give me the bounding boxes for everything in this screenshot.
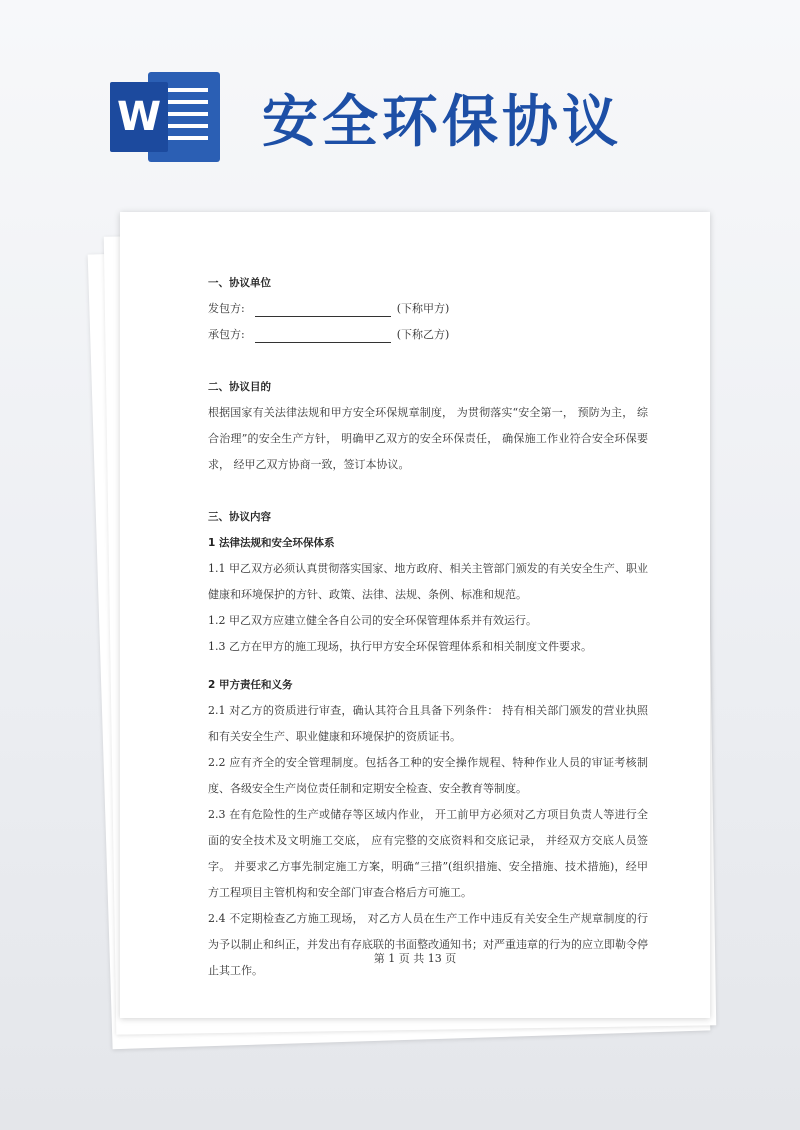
subsection-heading-2: 2 甲方责任和义务 [208, 679, 293, 691]
page-number-footer: 第 1 页 共 13 页 [373, 952, 457, 965]
word-document-icon [110, 72, 220, 162]
party-a-blank-line [255, 302, 391, 317]
party-a-note: (下称甲方) [396, 302, 450, 315]
page-title: 安全环保协议 [262, 90, 622, 155]
clause-1-1: 1.1 甲乙双方必须认真贯彻落实国家、地方政府、相关主管部门颁发的有关安全生产、职业健康和环境保护的方针、政策、法律、法规、条例、标准和规范。 [208, 562, 648, 601]
header [0, 0, 800, 200]
word-icon-line [162, 88, 208, 92]
clause-1-3: 1.3 乙方在甲方的施工现场，执行甲方安全环保管理体系和相关制度文件要求。 [208, 640, 592, 653]
party-a-label: 发包方: [208, 302, 245, 315]
word-icon-line [162, 124, 208, 128]
clause-2-4: 2.4 不定期检查乙方施工现场， 对乙方人员在生产工作中违反有关安全生产规章制度的行为予以制止和纠正，并发出有存底联的书面整改通知书；对严重违章的行为的应立即勒令停止其工作。 [208, 912, 648, 977]
clause-2-1: 2.1 对乙方的资质进行审查，确认其符合且具备下列条件： 持有相关部门颁发的营业执照和有关安全生产、职业健康和环境保护的资质证书。 [208, 704, 648, 743]
document-page [120, 212, 710, 1018]
word-icon-letter: W [116, 94, 162, 140]
party-b-note: (下称乙方) [396, 328, 450, 341]
clause-2-3: 2.3 在有危险性的生产或储存等区域内作业， 开工前甲方必须对乙方项目负责人等进行全面的安全技术及文明施工交底， 应有完整的交底资料和交底记录， 并经双方交底人员签字。 并要求乙方事先制定施工方案，明确“三措”(组织措施、安全措施、技术措施)，经甲方工程项目主管机构和安全部门审查合格后方可施工。 [208, 808, 648, 899]
party-b-label: 承包方: [208, 328, 245, 341]
clause-1-2: 1.2 甲乙双方应建立健全各自公司的安全环保管理体系并有效运行。 [208, 614, 537, 627]
subsection-heading-1: 1 法律法规和安全环保体系 [208, 537, 335, 549]
party-a-row [208, 296, 648, 322]
document-body [208, 270, 648, 984]
section-heading-3: 三、协议内容 [208, 511, 271, 523]
section-heading-1: 一、协议单位 [208, 277, 271, 289]
word-icon-badge [110, 82, 168, 152]
word-icon-line [162, 100, 208, 104]
word-icon-line [162, 112, 208, 116]
section-heading-2: 二、协议目的 [208, 381, 271, 393]
party-b-blank-line [255, 328, 391, 343]
clause-2-2: 2.2 应有齐全的安全管理制度。包括各工种的安全操作规程、特种作业人员的审证考核制度、各级安全生产岗位责任制和定期安全检查、安全教育等制度。 [208, 756, 648, 795]
purpose-paragraph: 根据国家有关法律法规和甲方安全环保规章制度， 为贯彻落实“安全第一， 预防为主， 综合治理”的安全生产方针， 明确甲乙双方的安全环保责任， 确保施工作业符合安全环保要求， 经甲乙双方协商一致，签订本协议。 [208, 406, 648, 471]
party-b-row [208, 322, 648, 348]
word-icon-line [162, 136, 208, 140]
